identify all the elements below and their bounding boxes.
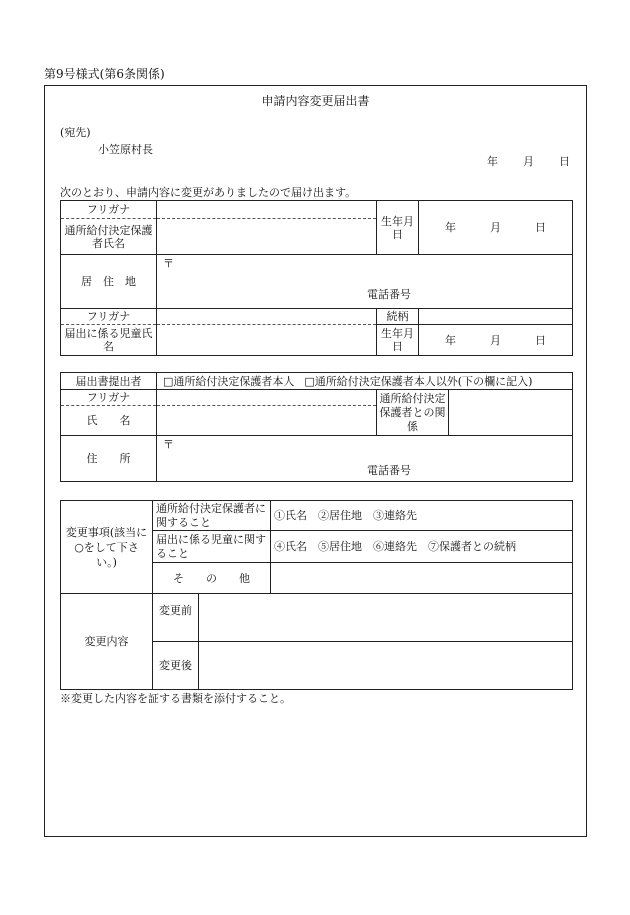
guardian-related-label: 通所給付決定保護者に関すること	[153, 501, 271, 531]
child-related-label: 届出に係る児童に関すること	[153, 531, 271, 563]
submitter-options	[157, 373, 573, 390]
submitter-relation-label: 通所給付決定保護者との関係	[377, 390, 449, 436]
guardian-furigana-field[interactable]	[157, 201, 377, 219]
guardian-name-field[interactable]	[157, 219, 377, 255]
applicant-table	[60, 200, 573, 356]
before-field[interactable]	[199, 594, 573, 642]
form-number: 第9号様式(第6条関係)	[44, 67, 165, 81]
date-month-label: 月	[523, 155, 534, 168]
form-title: 申請内容変更届出書	[261, 94, 370, 108]
guardian-name-label: 通所給付決定保護者氏名	[61, 219, 157, 255]
after-label: 変更後	[153, 642, 199, 690]
guardian-related-options[interactable]: ①氏名 ②居住地 ③連絡先	[271, 501, 573, 531]
submitter-postal-mark: 〒	[163, 438, 174, 451]
date-year-label: 年	[487, 155, 498, 168]
guardian-birth-day: 日	[535, 221, 546, 234]
after-field[interactable]	[199, 642, 573, 690]
submitter-table	[60, 372, 573, 482]
submitter-relation-field[interactable]	[449, 390, 573, 436]
date-day-label: 日	[559, 155, 570, 168]
child-name-label: 届出に係る児童氏名	[61, 325, 157, 356]
relation-label: 続柄	[377, 309, 419, 325]
addressee-label: (宛先)	[60, 126, 91, 139]
other-label: そ の 他	[153, 563, 271, 594]
child-related-options[interactable]: ④氏名 ⑤居住地 ⑥連絡先 ⑦保護者との続柄	[271, 531, 573, 563]
child-birth-day: 日	[535, 333, 546, 347]
guardian-birth-field[interactable]	[419, 201, 573, 255]
submitter-name-label: 氏 名	[61, 406, 157, 436]
submitter-phone-label: 電話番号	[367, 464, 411, 477]
phone-label: 電話番号	[367, 288, 411, 301]
residence-label: 居 住 地	[61, 255, 157, 309]
submitter-furigana-field[interactable]	[157, 390, 377, 406]
child-birth-label: 生年月日	[377, 325, 419, 356]
before-label: 変更前	[153, 594, 199, 642]
other-field[interactable]	[271, 563, 573, 594]
relation-field[interactable]	[419, 309, 573, 325]
change-content-label: 変更内容	[61, 594, 153, 690]
guardian-birth-year: 年	[445, 221, 456, 234]
footnote: ※変更した内容を証する書類を添付すること。	[60, 692, 291, 705]
child-furigana-label: フリガナ	[61, 309, 157, 325]
change-table	[60, 500, 573, 690]
submitter-address-field[interactable]	[157, 436, 573, 482]
child-name-field[interactable]	[157, 325, 377, 356]
option-guardian-self[interactable]: □通所給付決定保護者本人	[163, 374, 295, 388]
residence-field[interactable]	[157, 255, 573, 309]
change-items-label: 変更事項(該当に○をして下さい。)	[61, 501, 153, 594]
submitter-label: 届出書提出者	[61, 373, 157, 390]
furigana-label: フリガナ	[61, 201, 157, 219]
intro-text: 次のとおり、申請内容に変更がありましたので届け出ます。	[60, 186, 357, 199]
child-birth-month: 月	[490, 333, 501, 347]
guardian-birth-label: 生年月日	[377, 201, 419, 255]
child-furigana-field[interactable]	[157, 309, 377, 325]
child-birth-field[interactable]	[419, 325, 573, 356]
postal-mark: 〒	[163, 257, 174, 270]
child-birth-year: 年	[445, 333, 456, 347]
option-other-person[interactable]: □通所給付決定保護者本人以外(下の欄に記入)	[304, 374, 533, 388]
submitter-address-label: 住 所	[61, 436, 157, 482]
submitter-name-field[interactable]	[157, 406, 377, 436]
submitter-furigana-label: フリガナ	[61, 390, 157, 406]
guardian-birth-month: 月	[490, 221, 501, 234]
addressee-name: 小笠原村長	[98, 143, 153, 156]
